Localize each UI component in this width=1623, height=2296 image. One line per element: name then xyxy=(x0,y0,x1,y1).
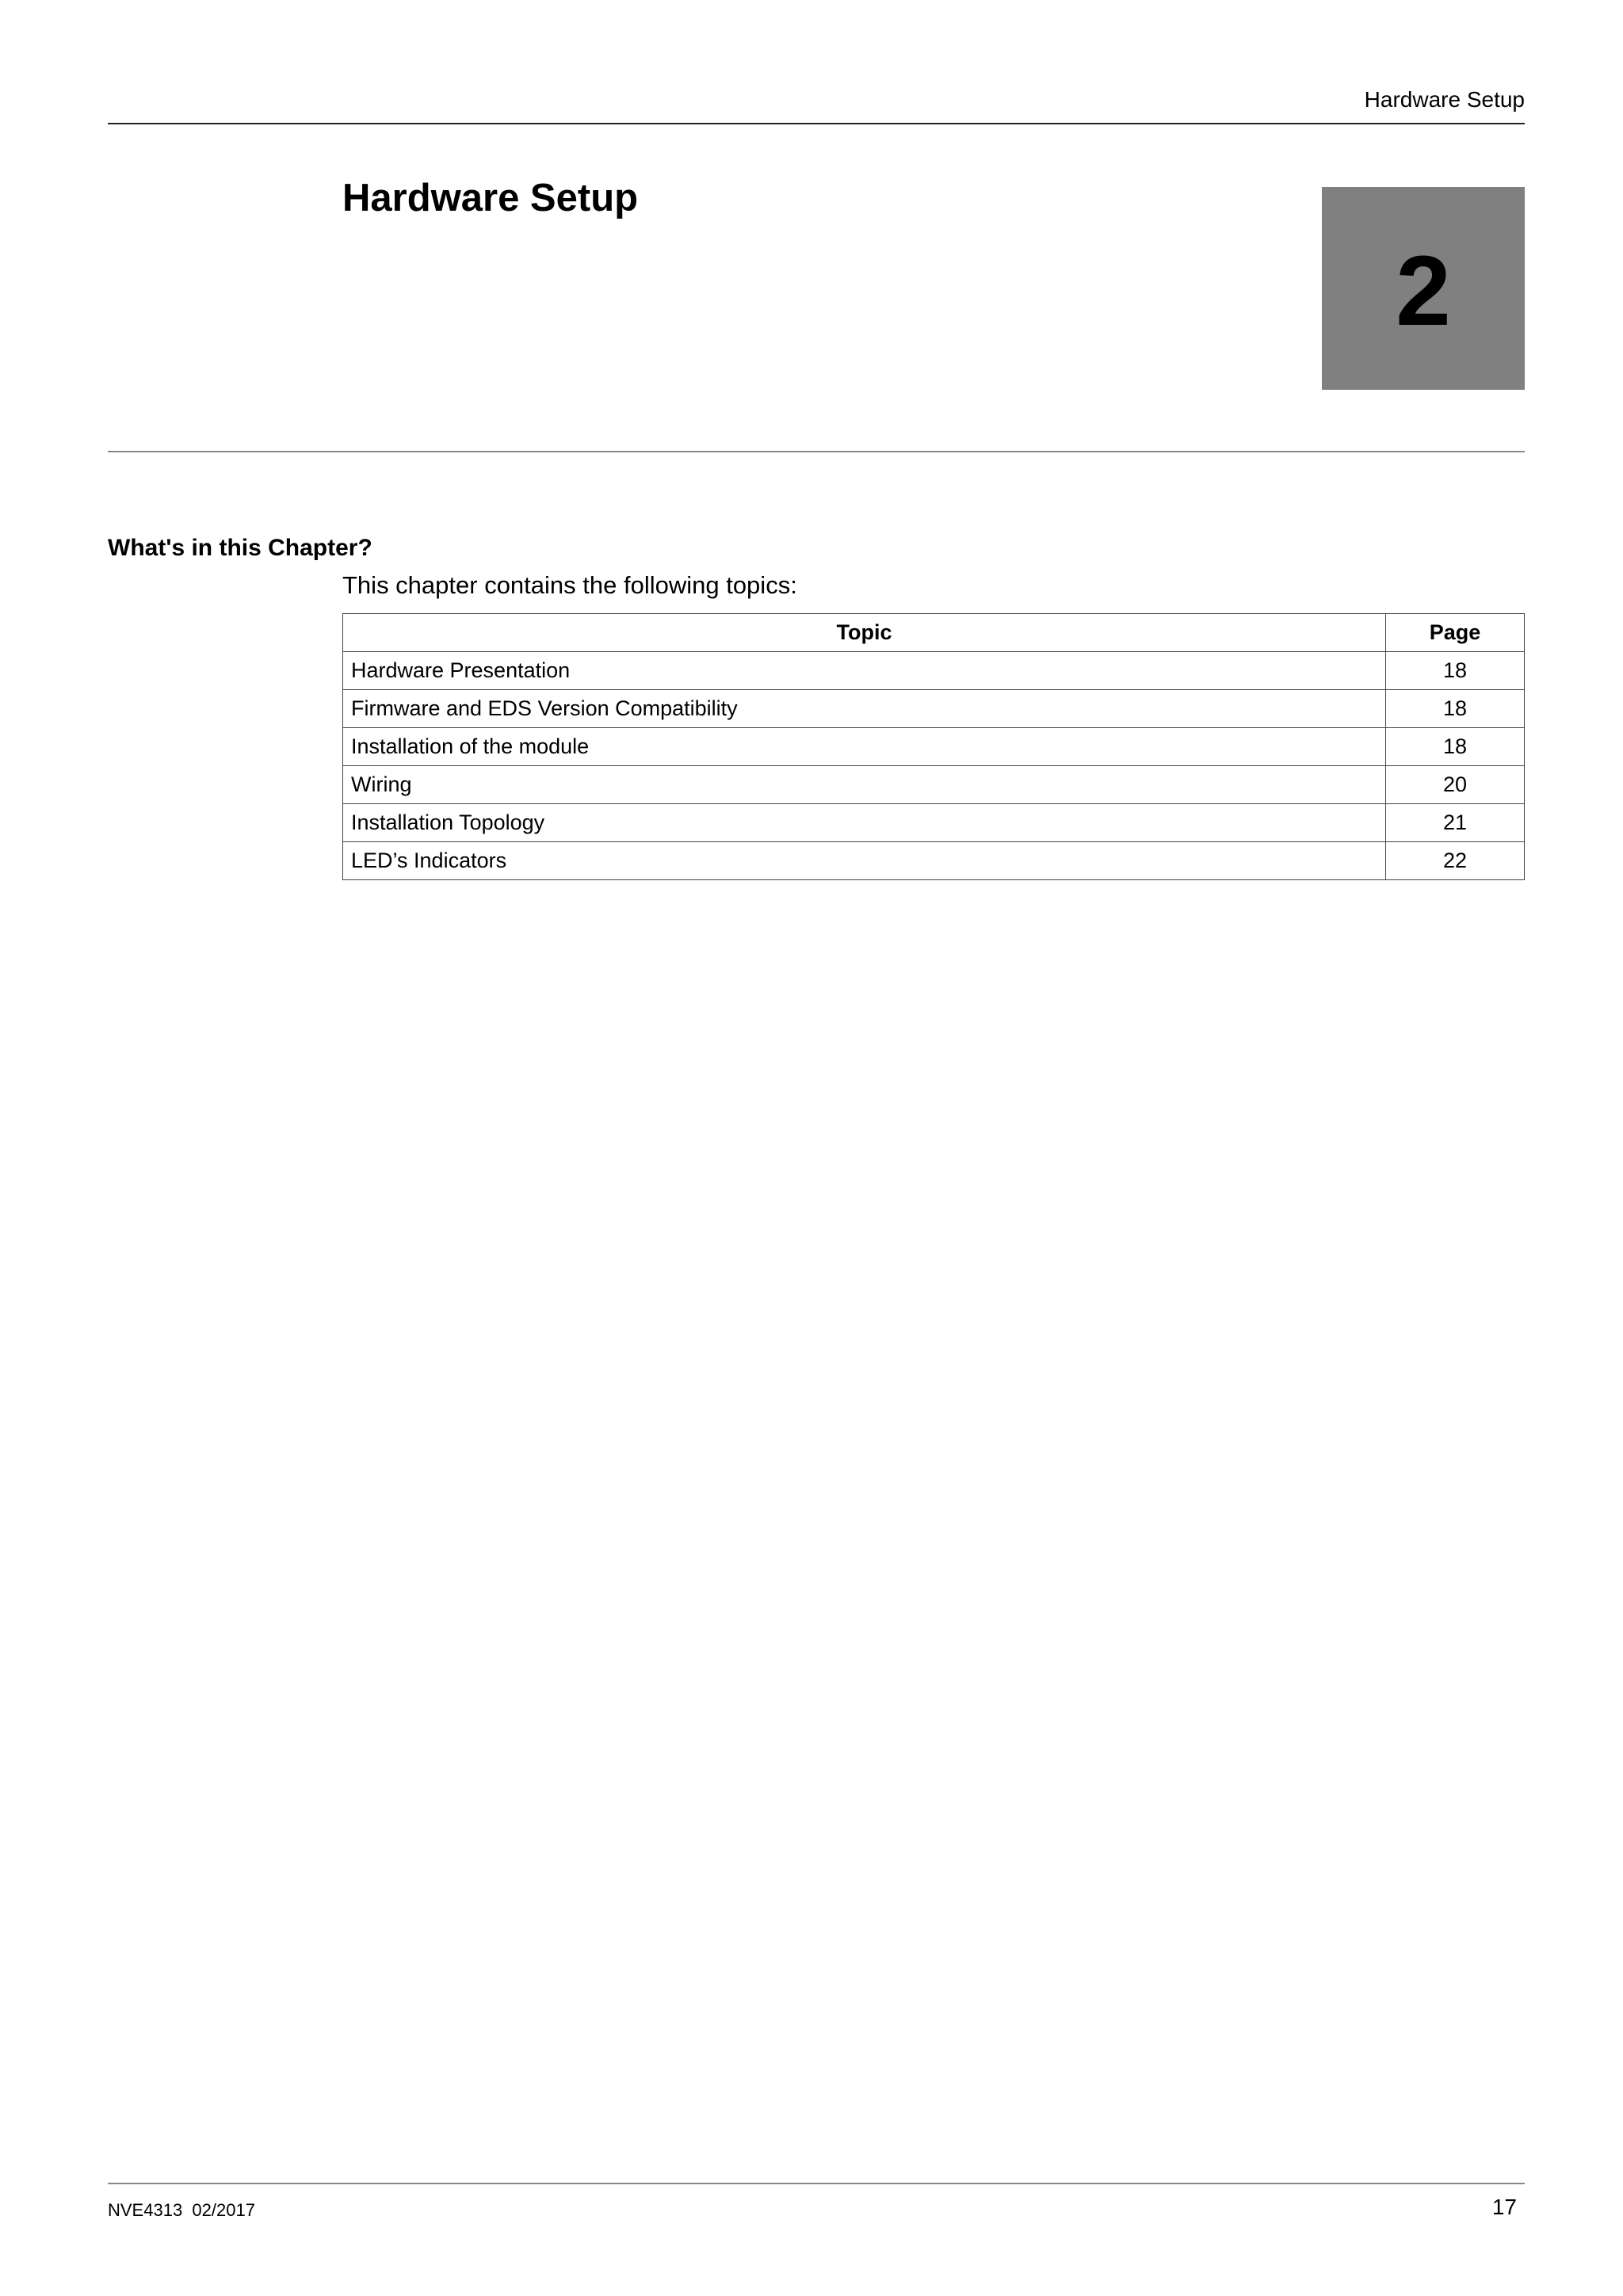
footer-document-id: NVE4313 02/2017 xyxy=(108,2200,255,2220)
chapter-divider xyxy=(108,451,1525,452)
page-cell: 22 xyxy=(1386,842,1525,880)
footer-rule xyxy=(108,2183,1525,2184)
topics-table xyxy=(342,613,1525,880)
table-row xyxy=(343,842,1525,880)
table-row xyxy=(343,652,1525,690)
table-row xyxy=(343,804,1525,842)
table-row xyxy=(343,728,1525,766)
topic-cell: Installation Topology xyxy=(343,804,1386,842)
topic-cell: LED’s Indicators xyxy=(343,842,1386,880)
topic-cell: Firmware and EDS Version Compatibility xyxy=(343,690,1386,728)
table-row xyxy=(343,766,1525,804)
header-rule xyxy=(108,123,1525,124)
topic-cell: Hardware Presentation xyxy=(343,652,1386,690)
section-heading: What's in this Chapter? xyxy=(108,535,372,561)
topic-cell: Wiring xyxy=(343,766,1386,804)
chapter-number: 2 xyxy=(1396,235,1451,346)
column-header-page: Page xyxy=(1386,614,1525,652)
page-cell: 20 xyxy=(1386,766,1525,804)
footer-page-number: 17 xyxy=(1491,2195,1517,2219)
table-header-row xyxy=(343,614,1525,652)
chapter-title: Hardware Setup xyxy=(342,177,639,219)
page-cell: 18 xyxy=(1386,652,1525,690)
running-header: Hardware Setup xyxy=(1364,87,1525,112)
table-row xyxy=(343,690,1525,728)
column-header-topic: Topic xyxy=(343,614,1386,652)
page-cell: 21 xyxy=(1386,804,1525,842)
topic-cell: Installation of the module xyxy=(343,728,1386,766)
page-cell: 18 xyxy=(1386,690,1525,728)
page-cell: 18 xyxy=(1386,728,1525,766)
chapter-number-box xyxy=(1322,187,1525,390)
section-intro: This chapter contains the following topics: xyxy=(342,571,797,599)
